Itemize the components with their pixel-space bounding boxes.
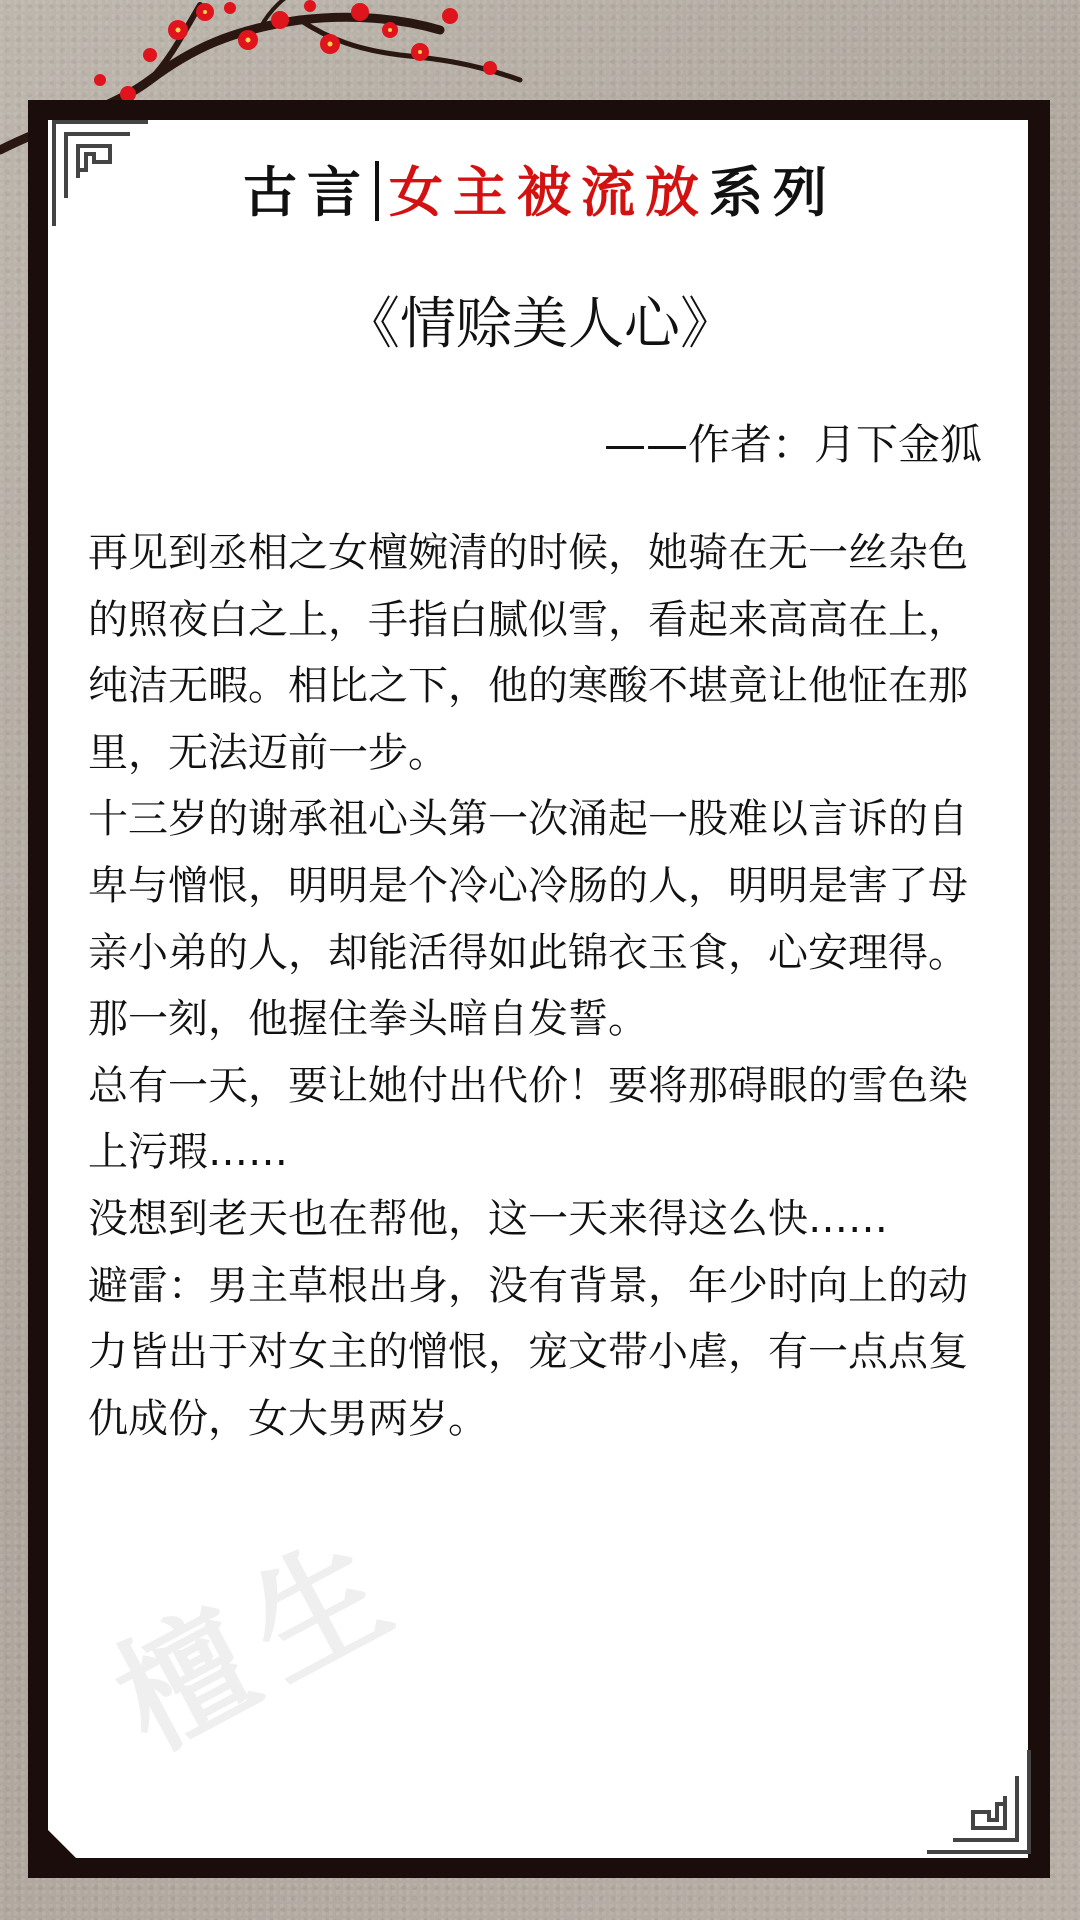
book-author: ——作者：月下金狐 (603, 420, 982, 469)
series-header (0, 150, 1080, 227)
header-highlight: 女主被流放 (389, 160, 709, 224)
synopsis-paragraph: 那一刻，他握住拳头暗自发誓。 (88, 996, 648, 1043)
synopsis-paragraph: 十三岁的谢承祖心头第一次涌起一股难以言诉的自卑与憎恨，明明是个冷心冷肠的人，明明是害了母亲小弟的人，却能活得如此锦衣玉食，心安理得。 (88, 796, 968, 976)
content-warning: 避雷：男主草根出身，没有背景，年少时向上的动力皆出于对女主的憎恨，宠文带小虐，有一点点复仇成份，女大男两岁。 (88, 1262, 968, 1442)
corner-ornament-icon (925, 1748, 1035, 1858)
book-title: 《情赊美人心》 (344, 292, 736, 357)
header-genre: 古言 (243, 160, 371, 224)
synopsis-paragraph: 总有一天，要让她付出代价！要将那碍眼的雪色染上污瑕…… (88, 1062, 968, 1176)
watermark: 檀生 (93, 1503, 430, 1779)
header-divider (375, 161, 379, 221)
synopsis (88, 520, 988, 1452)
header-suffix: 系列 (709, 160, 837, 224)
synopsis-paragraph: 再见到丞相之女檀婉清的时候，她骑在无一丝杂色的照夜白之上，手指白腻似雪，看起来高高在上，纯洁无暇。相比之下，他的寒酸不堪竟让他怔在那里，无法迈前一步。 (88, 530, 968, 776)
synopsis-paragraph: 没想到老天也在帮他，这一天来得这么快…… (88, 1195, 888, 1242)
